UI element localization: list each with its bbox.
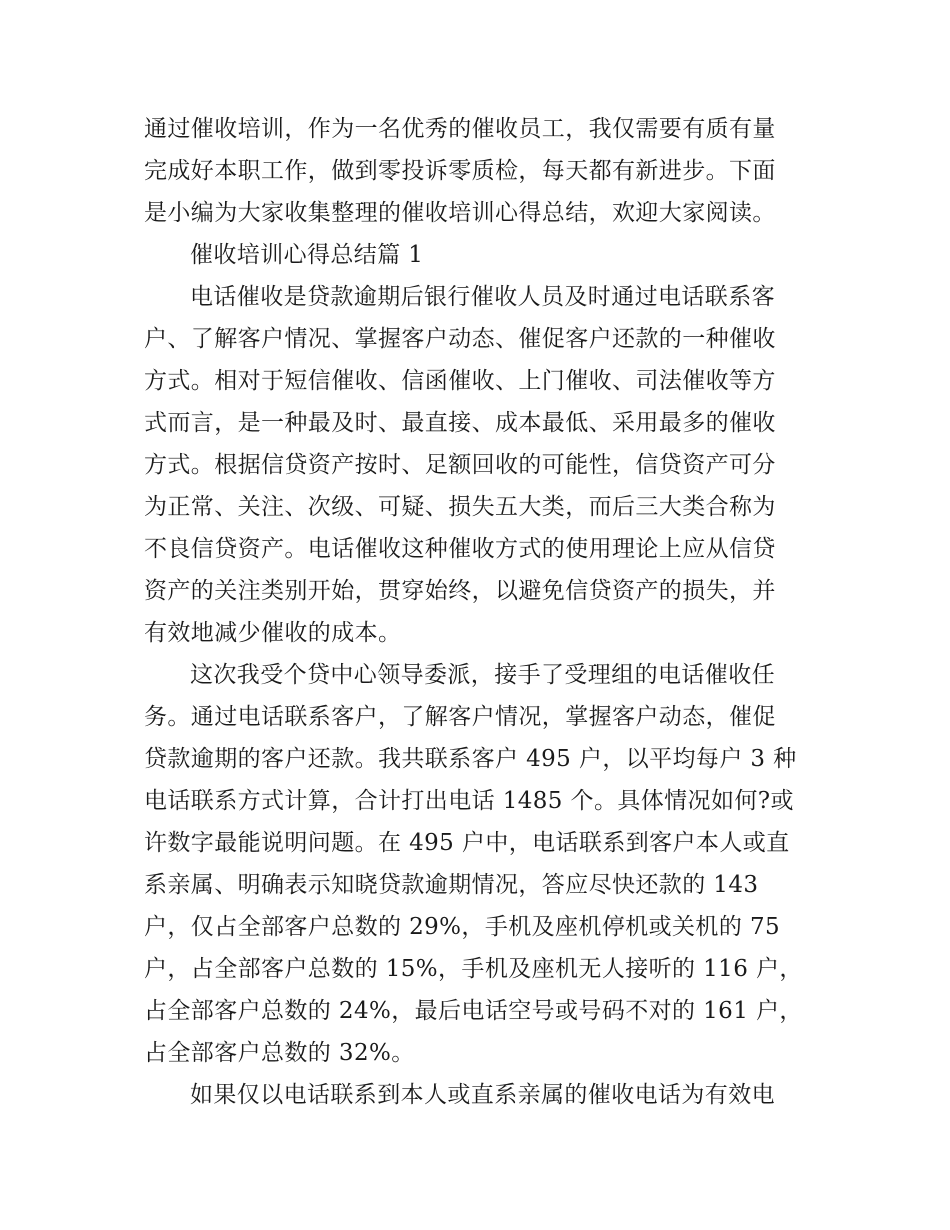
document-body <box>144 108 824 1116</box>
paragraph-line: 系亲属、明确表示知晓贷款逾期情况，答应尽快还款的 143 <box>144 872 759 898</box>
paragraph-line: 电话催收是贷款逾期后银行催收人员及时通过电话联系客 <box>190 284 775 310</box>
paragraph-line: 占全部客户总数的 24%，最后电话空号或号码不对的 161 户， <box>144 998 803 1024</box>
paragraph-line: 为正常、关注、次级、可疑、损失五大类，而后三大类合称为 <box>144 494 776 520</box>
paragraph-line: 务。通过电话联系客户，了解客户情况，掌握客户动态，催促 <box>144 704 776 730</box>
paragraph-line: 户、了解客户情况、掌握客户动态、催促客户还款的一种催收 <box>144 326 776 352</box>
paragraph-line: 许数字最能说明问题。在 495 户中，电话联系到客户本人或直 <box>144 830 790 856</box>
paragraph-line: 户，仅占全部客户总数的 29%，手机及座机停机或关机的 75 <box>144 914 781 940</box>
section-title: 催收培训心得总结篇 1 <box>190 242 424 268</box>
intro-line: 是小编为大家收集整理的催收培训心得总结，欢迎大家阅读。 <box>144 200 776 226</box>
intro-line: 通过催收培训，作为一名优秀的催收员工，我仅需要有质有量 <box>144 116 776 142</box>
paragraph-line: 如果仅以电话联系到本人或直系亲属的催收电话为有效电 <box>190 1082 775 1108</box>
paragraph-line: 电话联系方式计算，合计打出电话 1485 个。具体情况如何?或 <box>144 788 794 814</box>
paragraph-line: 有效地减少催收的成本。 <box>144 620 402 646</box>
paragraph-line: 方式。相对于短信催收、信函催收、上门催收、司法催收等方 <box>144 368 776 394</box>
paragraph-line: 贷款逾期的客户还款。我共联系客户 495 户，以平均每户 3 种 <box>144 746 797 772</box>
paragraph-line: 这次我受个贷中心领导委派，接手了受理组的电话催收任 <box>190 662 775 688</box>
paragraph-line: 方式。根据信贷资产按时、足额回收的可能性，信贷资产可分 <box>144 452 776 478</box>
paragraph-line: 户，占全部客户总数的 15%，手机及座机无人接听的 116 户， <box>144 956 803 982</box>
paragraph-line: 式而言，是一种最及时、最直接、成本最低、采用最多的催收 <box>144 410 776 436</box>
intro-line: 完成好本职工作，做到零投诉零质检，每天都有新进步。下面 <box>144 158 776 184</box>
paragraph-line: 不良信贷资产。电话催收这种催收方式的使用理论上应从信贷 <box>144 536 776 562</box>
paragraph-line: 资产的关注类别开始，贯穿始终，以避免信贷资产的损失，并 <box>144 578 776 604</box>
paragraph-line: 占全部客户总数的 32%。 <box>144 1040 415 1066</box>
